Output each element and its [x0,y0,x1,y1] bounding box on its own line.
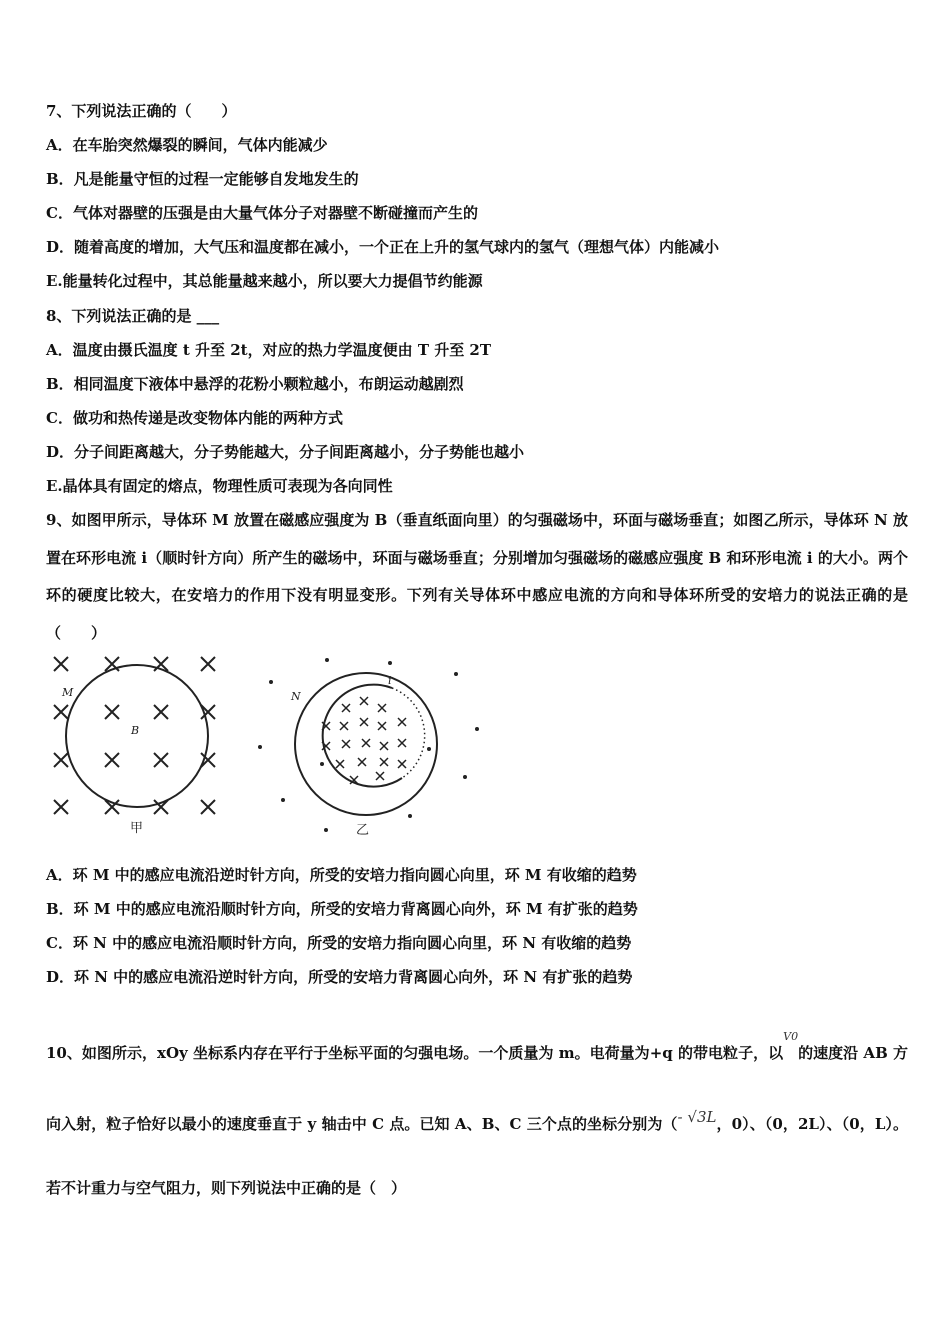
q8-option-e: E.晶体具有固定的熔点，物理性质可表现为各向同性 [46,477,393,495]
current-loop-dotted [392,688,425,778]
q9-option-a: A．环 M 中的感应电流沿逆时针方向，所受的安培力指向圆心向里，环 M 有收缩的趋势 [46,866,637,884]
q8-option-a: A．温度由摄氏温度 t 升至 2t，对应的热力学温度便由 T 升至 2T [46,341,492,359]
q7-option-e: E.能量转化过程中，其总能量越来越小，所以要大力提倡节约能源 [46,272,483,290]
current-i-label: i [388,674,392,687]
q7-stem: 7、下列说法正确的（ ） [46,102,237,120]
caption-jia: 甲 [130,821,144,836]
field-b-label: B [131,724,140,737]
q7-option-b: B．凡是能量守恒的过程一定能够自发地发生的 [46,170,359,188]
q10-text-2: 的速度沿 AB 方向入射，粒子恰好以最小的速度垂直于 y 轴击中 C 点。已知 A、B、C 三个点的坐标分别为（ [46,1044,908,1133]
q9-figure [40,650,500,840]
q7-option-a: A．在车胎突然爆裂的瞬间，气体内能减少 [46,136,328,154]
q8-stem: 8、下列说法正确的是 ___ [46,307,220,325]
q9-stem: 9、如图甲所示，导体环 M 放置在磁感应强度为 B（垂直纸面向里）的匀强磁场中，环面与磁场垂直；如图乙所示，导体环 N 放置在环形电流 i（顺时针方向）所产生的磁场中，环面与磁场垂直；分别增加匀强磁场的磁感应强度 B 和环形电流 i 的大小。两个环的硬度比较大，在安培力的作用下没有明显变形。下列有关导体环中感应电流的方向和导体环所受的安培力的说法正确的是（ ） [46,511,908,642]
ring-n-label: N [291,690,301,703]
ring-m-label: M [62,686,74,699]
caption-yi: 乙 [356,823,370,838]
question-10 [46,1005,908,1220]
q8-option-c: C．做功和热传递是改变物体内能的两种方式 [46,409,343,427]
coordinate-a: - √3L [677,1108,717,1126]
q9-option-d: D．环 N 中的感应电流沿逆时针方向，所受的安培力背离圆心向外，环 N 有扩张的趋势 [46,968,633,986]
q9-option-b: B．环 M 中的感应电流沿顺时针方向，所受的安培力背离圆心向外，环 M 有扩张的趋势 [46,900,638,918]
field-cross-icon [322,697,406,784]
q7-option-c: C．气体对器壁的压强是由大量气体分子对器壁不断碰撞而产生的 [46,204,478,222]
figure-yi [258,658,479,832]
q8-option-d: D．分子间距离越大，分子势能越大，分子间距离越小，分子势能也越小 [46,443,525,461]
q9-option-c: C．环 N 中的感应电流沿顺时针方向，所受的安培力指向圆心向里，环 N 有收缩的趋势 [46,934,632,952]
q10-text-1: 10、如图所示，xOy 坐标系内存在平行于坐标平面的匀强电场。一个质量为 m。电荷量为+q 的带电粒子，以 [46,1044,784,1062]
v0-symbol: V0 [783,1030,799,1043]
q10-text-3: ，0）、（0，2L）、（0，L）。若不计重力与空气阻力，则下列说法中正确的是（ ） [46,1115,909,1197]
q8-option-b: B．相同温度下液体中悬浮的花粉小颗粒越小，布朗运动越剧烈 [46,375,464,393]
q7-option-d: D．随着高度的增加，大气压和温度都在减小，一个正在上升的氢气球内的氢气（理想气体）内能减小 [46,238,720,256]
